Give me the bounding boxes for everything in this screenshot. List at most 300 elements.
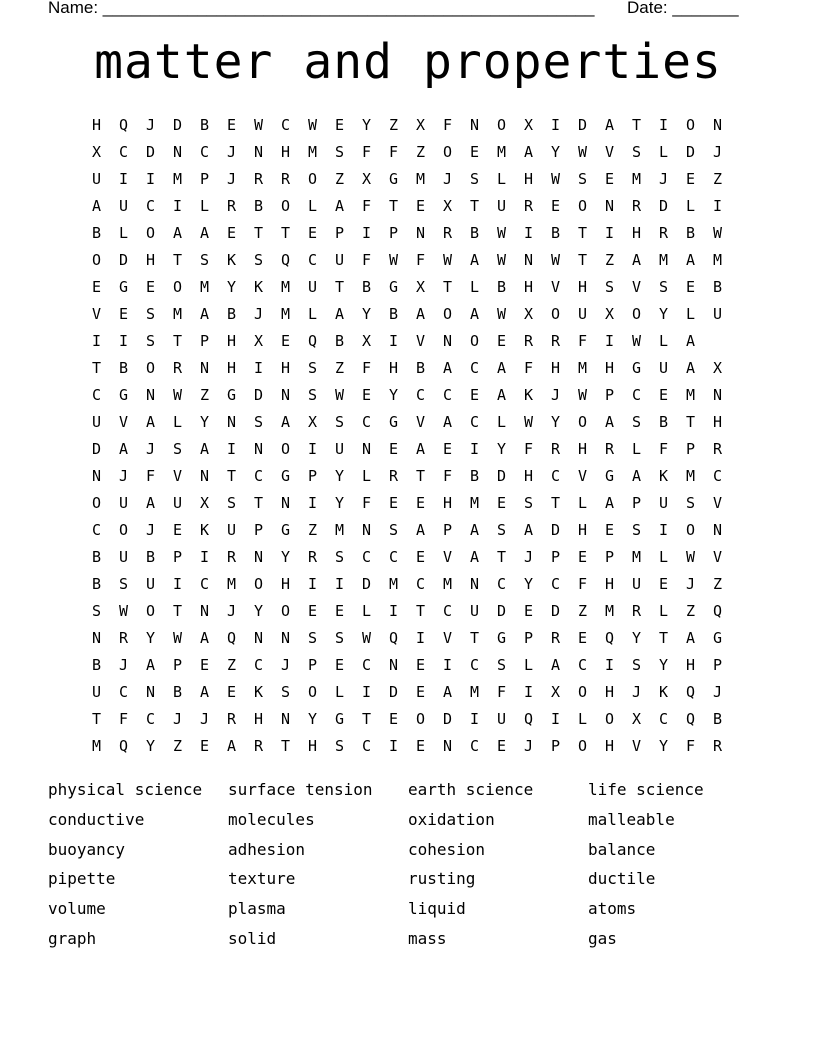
grid-letter[interactable]: C xyxy=(91,385,102,404)
grid-letter[interactable]: R xyxy=(118,628,129,647)
grid-letter[interactable]: M xyxy=(658,250,669,269)
grid-letter[interactable]: A xyxy=(199,439,210,458)
grid-letter[interactable]: S xyxy=(118,574,129,593)
grid-letter[interactable]: J xyxy=(226,169,237,188)
grid-letter[interactable]: U xyxy=(334,439,345,458)
grid-letter[interactable]: O xyxy=(307,682,318,701)
grid-letter[interactable]: U xyxy=(91,169,102,188)
grid-letter[interactable]: I xyxy=(550,709,561,728)
grid-letter[interactable]: N xyxy=(145,385,156,404)
grid-letter[interactable]: A xyxy=(469,547,480,566)
grid-letter[interactable]: I xyxy=(307,439,318,458)
grid-letter[interactable]: E xyxy=(334,115,345,134)
grid-letter[interactable]: E xyxy=(307,223,318,242)
grid-letter[interactable]: J xyxy=(442,169,453,188)
grid-letter[interactable]: L xyxy=(307,196,318,215)
grid-letter[interactable]: Y xyxy=(523,574,534,593)
grid-letter[interactable]: A xyxy=(145,412,156,431)
grid-letter[interactable]: J xyxy=(253,304,264,323)
grid-letter[interactable]: I xyxy=(361,682,372,701)
grid-letter[interactable]: H xyxy=(712,412,723,431)
grid-letter[interactable]: P xyxy=(199,169,210,188)
grid-letter[interactable]: H xyxy=(280,358,291,377)
grid-letter[interactable]: S xyxy=(253,250,264,269)
grid-letter[interactable]: Q xyxy=(226,628,237,647)
grid-letter[interactable]: A xyxy=(469,304,480,323)
grid-letter[interactable]: O xyxy=(685,520,696,539)
grid-letter[interactable]: U xyxy=(712,304,723,323)
grid-letter[interactable]: M xyxy=(469,493,480,512)
grid-letter[interactable]: D xyxy=(577,115,588,134)
grid-letter[interactable]: J xyxy=(685,574,696,593)
grid-letter[interactable]: L xyxy=(496,412,507,431)
grid-letter[interactable]: A xyxy=(469,250,480,269)
grid-letter[interactable]: S xyxy=(307,385,318,404)
grid-letter[interactable]: N xyxy=(199,601,210,620)
grid-letter[interactable]: H xyxy=(604,574,615,593)
grid-letter[interactable]: A xyxy=(631,250,642,269)
grid-letter[interactable]: H xyxy=(307,736,318,755)
grid-letter[interactable]: S xyxy=(469,169,480,188)
grid-letter[interactable]: Z xyxy=(226,655,237,674)
grid-letter[interactable]: A xyxy=(199,304,210,323)
grid-letter[interactable]: X xyxy=(91,142,102,161)
grid-letter[interactable]: C xyxy=(712,466,723,485)
grid-letter[interactable]: F xyxy=(523,358,534,377)
grid-letter[interactable]: E xyxy=(226,223,237,242)
grid-letter[interactable]: R xyxy=(253,169,264,188)
grid-letter[interactable]: O xyxy=(145,223,156,242)
grid-letter[interactable]: Z xyxy=(712,169,723,188)
grid-letter[interactable]: I xyxy=(118,169,129,188)
grid-letter[interactable]: J xyxy=(712,682,723,701)
grid-letter[interactable]: P xyxy=(523,628,534,647)
grid-letter[interactable]: D xyxy=(496,601,507,620)
grid-letter[interactable]: T xyxy=(172,250,183,269)
grid-letter[interactable]: L xyxy=(361,601,372,620)
grid-letter[interactable]: F xyxy=(388,142,399,161)
grid-letter[interactable]: S xyxy=(145,331,156,350)
grid-letter[interactable]: A xyxy=(550,655,561,674)
grid-letter[interactable]: N xyxy=(442,331,453,350)
grid-letter[interactable]: M xyxy=(577,358,588,377)
grid-letter[interactable]: V xyxy=(631,736,642,755)
grid-letter[interactable]: K xyxy=(658,682,669,701)
grid-letter[interactable]: H xyxy=(685,655,696,674)
grid-letter[interactable]: G xyxy=(388,412,399,431)
grid-letter[interactable]: G xyxy=(118,277,129,296)
grid-letter[interactable]: M xyxy=(685,385,696,404)
grid-letter[interactable]: I xyxy=(199,547,210,566)
grid-letter[interactable]: W xyxy=(550,169,561,188)
grid-letter[interactable]: I xyxy=(658,520,669,539)
grid-letter[interactable]: B xyxy=(91,655,102,674)
grid-letter[interactable]: A xyxy=(604,115,615,134)
grid-letter[interactable]: F xyxy=(361,358,372,377)
grid-letter[interactable]: X xyxy=(415,115,426,134)
grid-letter[interactable]: R xyxy=(442,223,453,242)
grid-letter[interactable]: S xyxy=(334,412,345,431)
grid-letter[interactable]: U xyxy=(226,520,237,539)
grid-letter[interactable]: V xyxy=(604,142,615,161)
grid-letter[interactable]: I xyxy=(523,223,534,242)
grid-letter[interactable]: C xyxy=(145,709,156,728)
grid-letter[interactable]: T xyxy=(280,223,291,242)
grid-letter[interactable]: F xyxy=(496,682,507,701)
grid-letter[interactable]: I xyxy=(604,655,615,674)
grid-letter[interactable]: T xyxy=(577,223,588,242)
grid-letter[interactable]: C xyxy=(550,466,561,485)
grid-letter[interactable]: O xyxy=(172,277,183,296)
grid-letter[interactable]: I xyxy=(604,223,615,242)
grid-letter[interactable]: T xyxy=(415,601,426,620)
grid-letter[interactable]: V xyxy=(91,304,102,323)
grid-letter[interactable]: H xyxy=(550,358,561,377)
grid-letter[interactable]: L xyxy=(334,682,345,701)
grid-letter[interactable]: S xyxy=(631,520,642,539)
grid-letter[interactable]: E xyxy=(550,196,561,215)
grid-letter[interactable]: L xyxy=(172,412,183,431)
grid-letter[interactable]: E xyxy=(469,385,480,404)
grid-letter[interactable]: W xyxy=(523,412,534,431)
grid-letter[interactable]: K xyxy=(199,520,210,539)
grid-letter[interactable]: O xyxy=(145,358,156,377)
grid-letter[interactable]: V xyxy=(172,466,183,485)
grid-letter[interactable]: O xyxy=(280,439,291,458)
grid-letter[interactable]: E xyxy=(415,547,426,566)
grid-letter[interactable]: U xyxy=(91,682,102,701)
grid-letter[interactable]: J xyxy=(145,520,156,539)
grid-letter[interactable]: T xyxy=(334,277,345,296)
grid-letter[interactable]: C xyxy=(280,115,291,134)
grid-letter[interactable]: V xyxy=(550,277,561,296)
grid-letter[interactable]: H xyxy=(577,277,588,296)
grid-letter[interactable]: Q xyxy=(604,628,615,647)
grid-letter[interactable]: H xyxy=(442,493,453,512)
grid-letter[interactable]: C xyxy=(199,574,210,593)
grid-letter[interactable]: Y xyxy=(253,601,264,620)
grid-letter[interactable]: C xyxy=(469,358,480,377)
grid-letter[interactable]: P xyxy=(307,655,318,674)
grid-letter[interactable]: F xyxy=(415,250,426,269)
grid-letter[interactable]: G xyxy=(226,385,237,404)
grid-letter[interactable]: L xyxy=(685,304,696,323)
grid-letter[interactable]: A xyxy=(442,412,453,431)
grid-letter[interactable]: H xyxy=(280,142,291,161)
grid-letter[interactable]: M xyxy=(442,574,453,593)
grid-letter[interactable]: A xyxy=(685,628,696,647)
grid-letter[interactable]: A xyxy=(280,412,291,431)
grid-letter[interactable]: Z xyxy=(172,736,183,755)
grid-letter[interactable]: N xyxy=(172,142,183,161)
grid-letter[interactable]: E xyxy=(658,385,669,404)
grid-letter[interactable]: R xyxy=(226,709,237,728)
grid-letter[interactable]: W xyxy=(631,331,642,350)
grid-letter[interactable]: I xyxy=(712,196,723,215)
grid-letter[interactable]: E xyxy=(658,574,669,593)
grid-letter[interactable]: M xyxy=(226,574,237,593)
grid-letter[interactable]: B xyxy=(226,304,237,323)
grid-letter[interactable]: N xyxy=(280,628,291,647)
grid-letter[interactable]: A xyxy=(145,493,156,512)
grid-letter[interactable]: X xyxy=(523,304,534,323)
grid-letter[interactable]: E xyxy=(172,520,183,539)
grid-letter[interactable]: C xyxy=(361,736,372,755)
grid-letter[interactable]: B xyxy=(550,223,561,242)
grid-letter[interactable]: C xyxy=(145,196,156,215)
grid-letter[interactable]: A xyxy=(199,223,210,242)
grid-letter[interactable]: J xyxy=(658,169,669,188)
grid-letter[interactable]: S xyxy=(631,142,642,161)
grid-letter[interactable]: W xyxy=(712,223,723,242)
grid-letter[interactable]: O xyxy=(469,331,480,350)
grid-letter[interactable]: D xyxy=(145,142,156,161)
grid-letter[interactable]: A xyxy=(172,223,183,242)
grid-letter[interactable]: R xyxy=(658,223,669,242)
grid-letter[interactable]: C xyxy=(199,142,210,161)
grid-letter[interactable]: O xyxy=(604,709,615,728)
grid-letter[interactable]: E xyxy=(388,439,399,458)
grid-letter[interactable]: W xyxy=(172,385,183,404)
grid-letter[interactable]: H xyxy=(145,250,156,269)
grid-letter[interactable]: U xyxy=(577,304,588,323)
grid-letter[interactable]: K xyxy=(226,250,237,269)
grid-letter[interactable]: E xyxy=(496,736,507,755)
grid-letter[interactable]: U xyxy=(172,493,183,512)
grid-letter[interactable]: L xyxy=(658,142,669,161)
grid-letter[interactable]: M xyxy=(280,304,291,323)
grid-letter[interactable]: J xyxy=(145,439,156,458)
grid-letter[interactable]: R xyxy=(523,196,534,215)
grid-letter[interactable]: P xyxy=(307,466,318,485)
grid-letter[interactable]: I xyxy=(469,439,480,458)
grid-letter[interactable]: H xyxy=(523,466,534,485)
grid-letter[interactable]: G xyxy=(604,466,615,485)
grid-letter[interactable]: F xyxy=(442,115,453,134)
grid-letter[interactable]: W xyxy=(307,115,318,134)
grid-letter[interactable]: M xyxy=(388,574,399,593)
grid-letter[interactable]: G xyxy=(712,628,723,647)
grid-letter[interactable]: L xyxy=(685,196,696,215)
grid-letter[interactable]: L xyxy=(631,439,642,458)
grid-letter[interactable]: F xyxy=(361,142,372,161)
grid-letter[interactable]: A xyxy=(415,520,426,539)
grid-letter[interactable]: J xyxy=(118,655,129,674)
grid-letter[interactable]: N xyxy=(280,709,291,728)
grid-letter[interactable]: H xyxy=(226,358,237,377)
grid-letter[interactable]: S xyxy=(334,547,345,566)
grid-letter[interactable]: N xyxy=(415,223,426,242)
grid-letter[interactable]: C xyxy=(307,250,318,269)
grid-letter[interactable]: H xyxy=(388,358,399,377)
grid-letter[interactable]: N xyxy=(253,439,264,458)
grid-letter[interactable]: M xyxy=(415,169,426,188)
grid-letter[interactable]: N xyxy=(712,115,723,134)
grid-letter[interactable]: F xyxy=(361,250,372,269)
grid-letter[interactable]: E xyxy=(604,520,615,539)
grid-letter[interactable]: N xyxy=(145,682,156,701)
grid-letter[interactable]: N xyxy=(361,520,372,539)
grid-letter[interactable]: M xyxy=(712,250,723,269)
grid-letter[interactable]: S xyxy=(577,169,588,188)
grid-letter[interactable]: Y xyxy=(334,493,345,512)
grid-letter[interactable]: Y xyxy=(658,304,669,323)
grid-letter[interactable]: A xyxy=(118,439,129,458)
grid-letter[interactable]: C xyxy=(496,574,507,593)
grid-letter[interactable]: B xyxy=(361,277,372,296)
grid-letter[interactable]: J xyxy=(199,709,210,728)
grid-letter[interactable]: M xyxy=(334,520,345,539)
grid-letter[interactable]: I xyxy=(226,439,237,458)
grid-letter[interactable]: P xyxy=(712,655,723,674)
grid-letter[interactable]: E xyxy=(415,655,426,674)
grid-letter[interactable]: W xyxy=(361,628,372,647)
grid-letter[interactable]: W xyxy=(685,547,696,566)
grid-letter[interactable]: I xyxy=(118,331,129,350)
grid-letter[interactable]: U xyxy=(145,574,156,593)
grid-letter[interactable]: N xyxy=(253,547,264,566)
grid-letter[interactable]: C xyxy=(361,547,372,566)
grid-letter[interactable]: L xyxy=(118,223,129,242)
grid-letter[interactable]: V xyxy=(712,547,723,566)
grid-letter[interactable]: P xyxy=(685,439,696,458)
grid-letter[interactable]: T xyxy=(361,709,372,728)
grid-letter[interactable]: X xyxy=(199,493,210,512)
grid-letter[interactable]: I xyxy=(658,115,669,134)
grid-letter[interactable]: W xyxy=(334,385,345,404)
grid-letter[interactable]: E xyxy=(334,655,345,674)
grid-letter[interactable]: R xyxy=(550,331,561,350)
grid-letter[interactable]: B xyxy=(685,223,696,242)
grid-letter[interactable]: U xyxy=(658,493,669,512)
grid-letter[interactable]: E xyxy=(226,115,237,134)
grid-letter[interactable]: H xyxy=(631,223,642,242)
grid-letter[interactable]: R xyxy=(712,439,723,458)
grid-letter[interactable]: L xyxy=(307,304,318,323)
grid-letter[interactable]: A xyxy=(604,412,615,431)
grid-letter[interactable]: P xyxy=(550,736,561,755)
grid-letter[interactable]: X xyxy=(415,277,426,296)
grid-letter[interactable]: C xyxy=(415,574,426,593)
grid-letter[interactable]: U xyxy=(496,709,507,728)
grid-letter[interactable]: S xyxy=(145,304,156,323)
grid-letter[interactable]: O xyxy=(442,304,453,323)
grid-letter[interactable]: L xyxy=(199,196,210,215)
grid-letter[interactable]: U xyxy=(91,412,102,431)
grid-letter[interactable]: S xyxy=(523,493,534,512)
grid-letter[interactable]: F xyxy=(577,331,588,350)
grid-letter[interactable]: G xyxy=(280,520,291,539)
grid-letter[interactable]: E xyxy=(145,277,156,296)
grid-letter[interactable]: V xyxy=(415,412,426,431)
grid-letter[interactable]: A xyxy=(685,250,696,269)
grid-letter[interactable]: B xyxy=(91,223,102,242)
grid-letter[interactable]: A xyxy=(226,736,237,755)
grid-letter[interactable]: T xyxy=(631,115,642,134)
grid-letter[interactable]: S xyxy=(307,628,318,647)
grid-letter[interactable]: W xyxy=(118,601,129,620)
grid-letter[interactable]: T xyxy=(172,331,183,350)
grid-letter[interactable]: E xyxy=(604,169,615,188)
grid-letter[interactable]: T xyxy=(577,250,588,269)
grid-letter[interactable]: C xyxy=(118,142,129,161)
grid-letter[interactable]: E xyxy=(199,655,210,674)
grid-letter[interactable]: S xyxy=(631,412,642,431)
grid-letter[interactable]: A xyxy=(334,304,345,323)
grid-letter[interactable]: E xyxy=(577,628,588,647)
grid-letter[interactable]: U xyxy=(118,547,129,566)
grid-letter[interactable]: R xyxy=(631,601,642,620)
grid-letter[interactable]: Y xyxy=(658,655,669,674)
grid-letter[interactable]: I xyxy=(415,628,426,647)
grid-letter[interactable]: T xyxy=(253,223,264,242)
grid-letter[interactable]: O xyxy=(496,115,507,134)
grid-letter[interactable]: E xyxy=(415,736,426,755)
grid-letter[interactable]: S xyxy=(496,520,507,539)
grid-letter[interactable]: D xyxy=(658,196,669,215)
grid-letter[interactable]: M xyxy=(280,277,291,296)
grid-letter[interactable]: Y xyxy=(280,547,291,566)
grid-letter[interactable]: R xyxy=(523,331,534,350)
grid-letter[interactable]: A xyxy=(334,196,345,215)
grid-letter[interactable]: Q xyxy=(118,115,129,134)
grid-letter[interactable]: P xyxy=(199,331,210,350)
grid-letter[interactable]: Z xyxy=(685,601,696,620)
grid-letter[interactable]: C xyxy=(91,520,102,539)
grid-letter[interactable]: E xyxy=(307,601,318,620)
grid-letter[interactable]: Y xyxy=(145,628,156,647)
grid-letter[interactable]: J xyxy=(712,142,723,161)
grid-letter[interactable]: M xyxy=(631,547,642,566)
grid-letter[interactable]: D xyxy=(496,466,507,485)
grid-letter[interactable]: R xyxy=(550,628,561,647)
grid-letter[interactable]: S xyxy=(226,493,237,512)
grid-letter[interactable]: H xyxy=(604,358,615,377)
grid-letter[interactable]: A xyxy=(631,466,642,485)
grid-letter[interactable]: A xyxy=(91,196,102,215)
grid-letter[interactable]: H xyxy=(280,574,291,593)
grid-letter[interactable]: T xyxy=(172,601,183,620)
grid-letter[interactable]: S xyxy=(685,493,696,512)
grid-letter[interactable]: O xyxy=(577,682,588,701)
grid-letter[interactable]: R xyxy=(280,169,291,188)
grid-letter[interactable]: D xyxy=(118,250,129,269)
grid-letter[interactable]: F xyxy=(118,709,129,728)
grid-letter[interactable]: C xyxy=(415,385,426,404)
grid-letter[interactable]: M xyxy=(496,142,507,161)
grid-letter[interactable]: D xyxy=(91,439,102,458)
grid-letter[interactable]: Z xyxy=(334,358,345,377)
grid-letter[interactable]: S xyxy=(334,142,345,161)
grid-letter[interactable]: S xyxy=(631,655,642,674)
grid-letter[interactable]: R xyxy=(226,547,237,566)
grid-letter[interactable]: O xyxy=(118,520,129,539)
grid-letter[interactable]: B xyxy=(91,547,102,566)
grid-letter[interactable]: I xyxy=(145,169,156,188)
grid-letter[interactable]: Q xyxy=(307,331,318,350)
grid-letter[interactable]: S xyxy=(199,250,210,269)
grid-letter[interactable]: Y xyxy=(361,304,372,323)
grid-letter[interactable]: B xyxy=(91,574,102,593)
grid-letter[interactable]: N xyxy=(361,439,372,458)
grid-letter[interactable]: T xyxy=(91,709,102,728)
grid-letter[interactable]: I xyxy=(388,601,399,620)
grid-letter[interactable]: Z xyxy=(577,601,588,620)
grid-letter[interactable]: H xyxy=(523,169,534,188)
grid-letter[interactable]: C xyxy=(361,655,372,674)
grid-letter[interactable]: D xyxy=(361,574,372,593)
grid-letter[interactable]: J xyxy=(550,385,561,404)
